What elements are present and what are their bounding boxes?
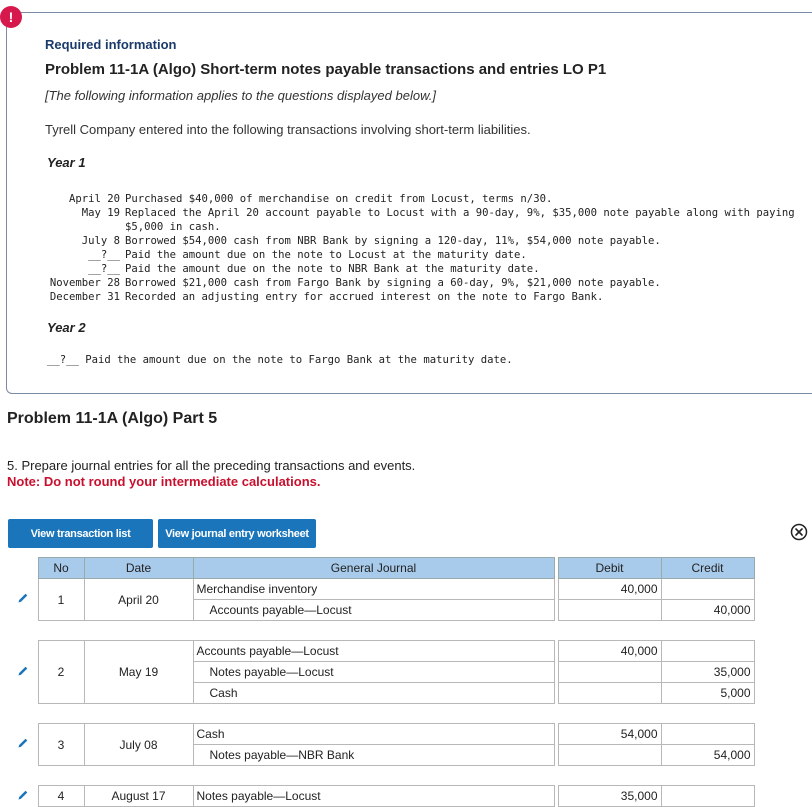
debit-cell: 40,000 [558, 579, 661, 600]
debit-cell [558, 662, 661, 683]
account-cell: Cash [193, 724, 554, 745]
transaction-date: July 8 [81, 235, 120, 247]
pencil-icon[interactable] [17, 789, 29, 801]
problem-title: Problem 11-1A (Algo) Short-term notes payable transactions and entries LO P1 [45, 61, 607, 78]
year2-label: Year 2 [47, 320, 86, 335]
credit-cell: 35,000 [661, 662, 754, 683]
year1-transactions [44, 192, 806, 304]
debit-cell: 35,000 [558, 786, 661, 807]
required-info-heading: Required information [45, 37, 177, 52]
transaction-text: Paid the amount due on the note to NBR Bank at the maturity date. [125, 263, 540, 275]
transaction-row [44, 276, 806, 290]
credit-cell: 40,000 [661, 600, 754, 621]
entry-date: May 19 [84, 641, 193, 704]
year1-label: Year 1 [47, 155, 86, 170]
instruction-text: 5. Prepare journal entries for all the preceding transactions and events. [7, 458, 416, 473]
transaction-date: May 19 [81, 207, 120, 219]
transaction-text: Purchased $40,000 of merchandise on credit from Locust, terms n/30. [125, 193, 553, 205]
credit-cell: 54,000 [661, 745, 754, 766]
edit-entry-3[interactable] [8, 724, 38, 766]
journal-row [8, 724, 754, 745]
column-header-no: No [38, 558, 84, 579]
account-cell: Notes payable—Locust [193, 662, 554, 683]
edit-entry-4[interactable] [8, 786, 38, 807]
transaction-row [44, 248, 806, 262]
entry-number: 4 [38, 786, 84, 807]
pencil-icon[interactable] [17, 737, 29, 749]
entry-number: 3 [38, 724, 84, 766]
view-transaction-list-button[interactable]: View transaction list [8, 519, 153, 548]
year2-transaction [47, 354, 513, 366]
journal-header-row [8, 558, 754, 579]
entry-number: 1 [38, 579, 84, 621]
transaction-date: April 20 [68, 193, 120, 205]
journal-row [8, 579, 754, 600]
credit-cell [661, 724, 754, 745]
alert-icon: ! [0, 6, 22, 28]
column-header-account: General Journal [193, 558, 554, 579]
account-cell: Accounts payable—Locust [193, 641, 554, 662]
account-cell: Cash [193, 683, 554, 704]
transaction-row [44, 290, 806, 304]
following-note: [The following information applies to the questions displayed below.] [45, 88, 436, 103]
transaction-text: Replaced the April 20 account payable to Locust with a 90-day, 9%, $35,000 note payable along with paying [125, 207, 795, 219]
close-icon[interactable] [790, 523, 808, 541]
column-header-credit: Credit [661, 558, 754, 579]
transaction-row [44, 192, 806, 206]
transaction-date: __?__ [88, 263, 120, 275]
journal-row [8, 641, 754, 662]
transaction-row [44, 234, 806, 248]
transaction-date: __?__ [47, 354, 79, 366]
view-journal-worksheet-button[interactable]: View journal entry worksheet [158, 519, 316, 548]
credit-cell [661, 641, 754, 662]
column-header-date: Date [84, 558, 193, 579]
transaction-text: Recorded an adjusting entry for accrued interest on the note to Fargo Bank. [125, 291, 604, 303]
credit-cell [661, 579, 754, 600]
debit-cell: 40,000 [558, 641, 661, 662]
part-title: Problem 11-1A (Algo) Part 5 [7, 410, 218, 427]
account-cell: Notes payable—NBR Bank [193, 745, 554, 766]
journal-table [8, 557, 755, 807]
transaction-text: Borrowed $21,000 cash from Fargo Bank by signing a 60-day, 9%, $21,000 note payable. [125, 277, 661, 289]
debit-cell [558, 600, 661, 621]
entry-date: April 20 [84, 579, 193, 621]
transaction-date: December 31 [49, 291, 120, 303]
intro-text: Tyrell Company entered into the following transactions involving short-term liabilities. [45, 122, 531, 137]
journal-row [8, 786, 754, 807]
transaction-text: Borrowed $54,000 cash from NBR Bank by signing a 120-day, 11%, $54,000 note payable. [125, 235, 661, 247]
account-cell: Merchandise inventory [193, 579, 554, 600]
entry-number: 2 [38, 641, 84, 704]
transaction-text: Paid the amount due on the note to Locust at the maturity date. [125, 249, 527, 261]
transaction-row [44, 220, 806, 234]
pencil-icon[interactable] [17, 665, 29, 677]
account-cell: Accounts payable—Locust [193, 600, 554, 621]
edit-column-header [8, 558, 38, 579]
debit-cell [558, 745, 661, 766]
entry-date: July 08 [84, 724, 193, 766]
transaction-row [44, 262, 806, 276]
transaction-row [44, 206, 806, 220]
entry-date: August 17 [84, 786, 193, 807]
transaction-text: Paid the amount due on the note to Fargo Bank at the maturity date. [85, 354, 513, 366]
rounding-note: Note: Do not round your intermediate calculations. [7, 474, 321, 489]
transaction-text: $5,000 in cash. [125, 221, 221, 233]
transaction-date [44, 220, 120, 234]
credit-cell [661, 786, 754, 807]
transaction-date: __?__ [88, 249, 120, 261]
edit-entry-2[interactable] [8, 641, 38, 704]
column-header-debit: Debit [558, 558, 661, 579]
debit-cell [558, 683, 661, 704]
edit-entry-1[interactable] [8, 579, 38, 621]
debit-cell: 54,000 [558, 724, 661, 745]
credit-cell: 5,000 [661, 683, 754, 704]
pencil-icon[interactable] [17, 592, 29, 604]
account-cell: Notes payable—Locust [193, 786, 554, 807]
transaction-date: November 28 [49, 277, 120, 289]
